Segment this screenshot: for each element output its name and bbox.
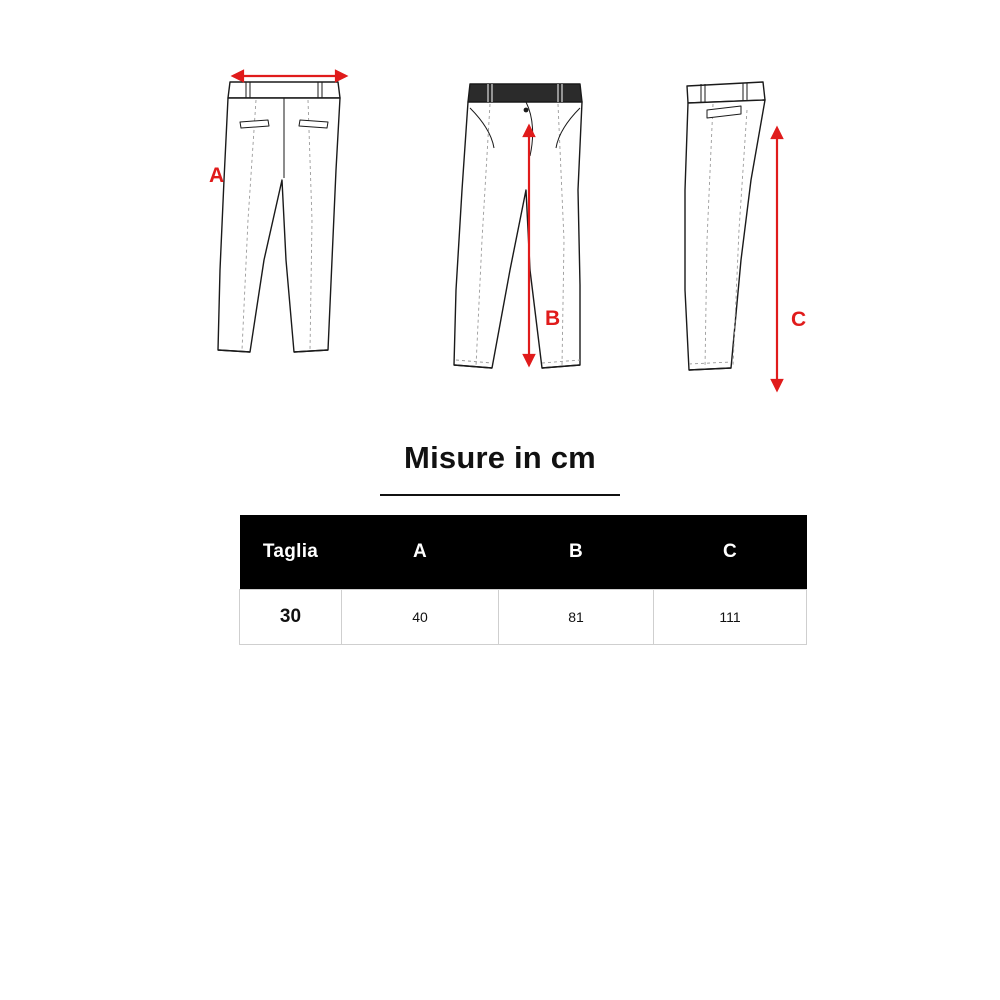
table-header-c: C [654, 515, 807, 590]
trousers-back-illustration [430, 60, 630, 400]
size-chart-table [239, 515, 807, 645]
table-header-size: Taglia [240, 515, 342, 590]
measures-title: Misure in cm [404, 440, 596, 475]
table-header-row [240, 515, 807, 590]
cell-a: 40 [342, 590, 499, 645]
marker-label-b: B [545, 307, 561, 330]
title-divider [380, 494, 620, 496]
cell-b: 81 [499, 590, 654, 645]
table-row [240, 590, 807, 645]
marker-label-c: C [791, 308, 807, 331]
garment-illustrations [0, 60, 1000, 420]
trousers-front-illustration [190, 60, 390, 390]
cell-c: 111 [654, 590, 807, 645]
marker-label-a: A [209, 164, 225, 187]
table-header-a: A [342, 515, 499, 590]
table-header-b: B [499, 515, 654, 590]
measure-arrow-a [233, 71, 346, 81]
measure-arrow-c [772, 128, 782, 390]
trousers-side-illustration [655, 60, 855, 400]
cell-size: 30 [240, 590, 342, 645]
